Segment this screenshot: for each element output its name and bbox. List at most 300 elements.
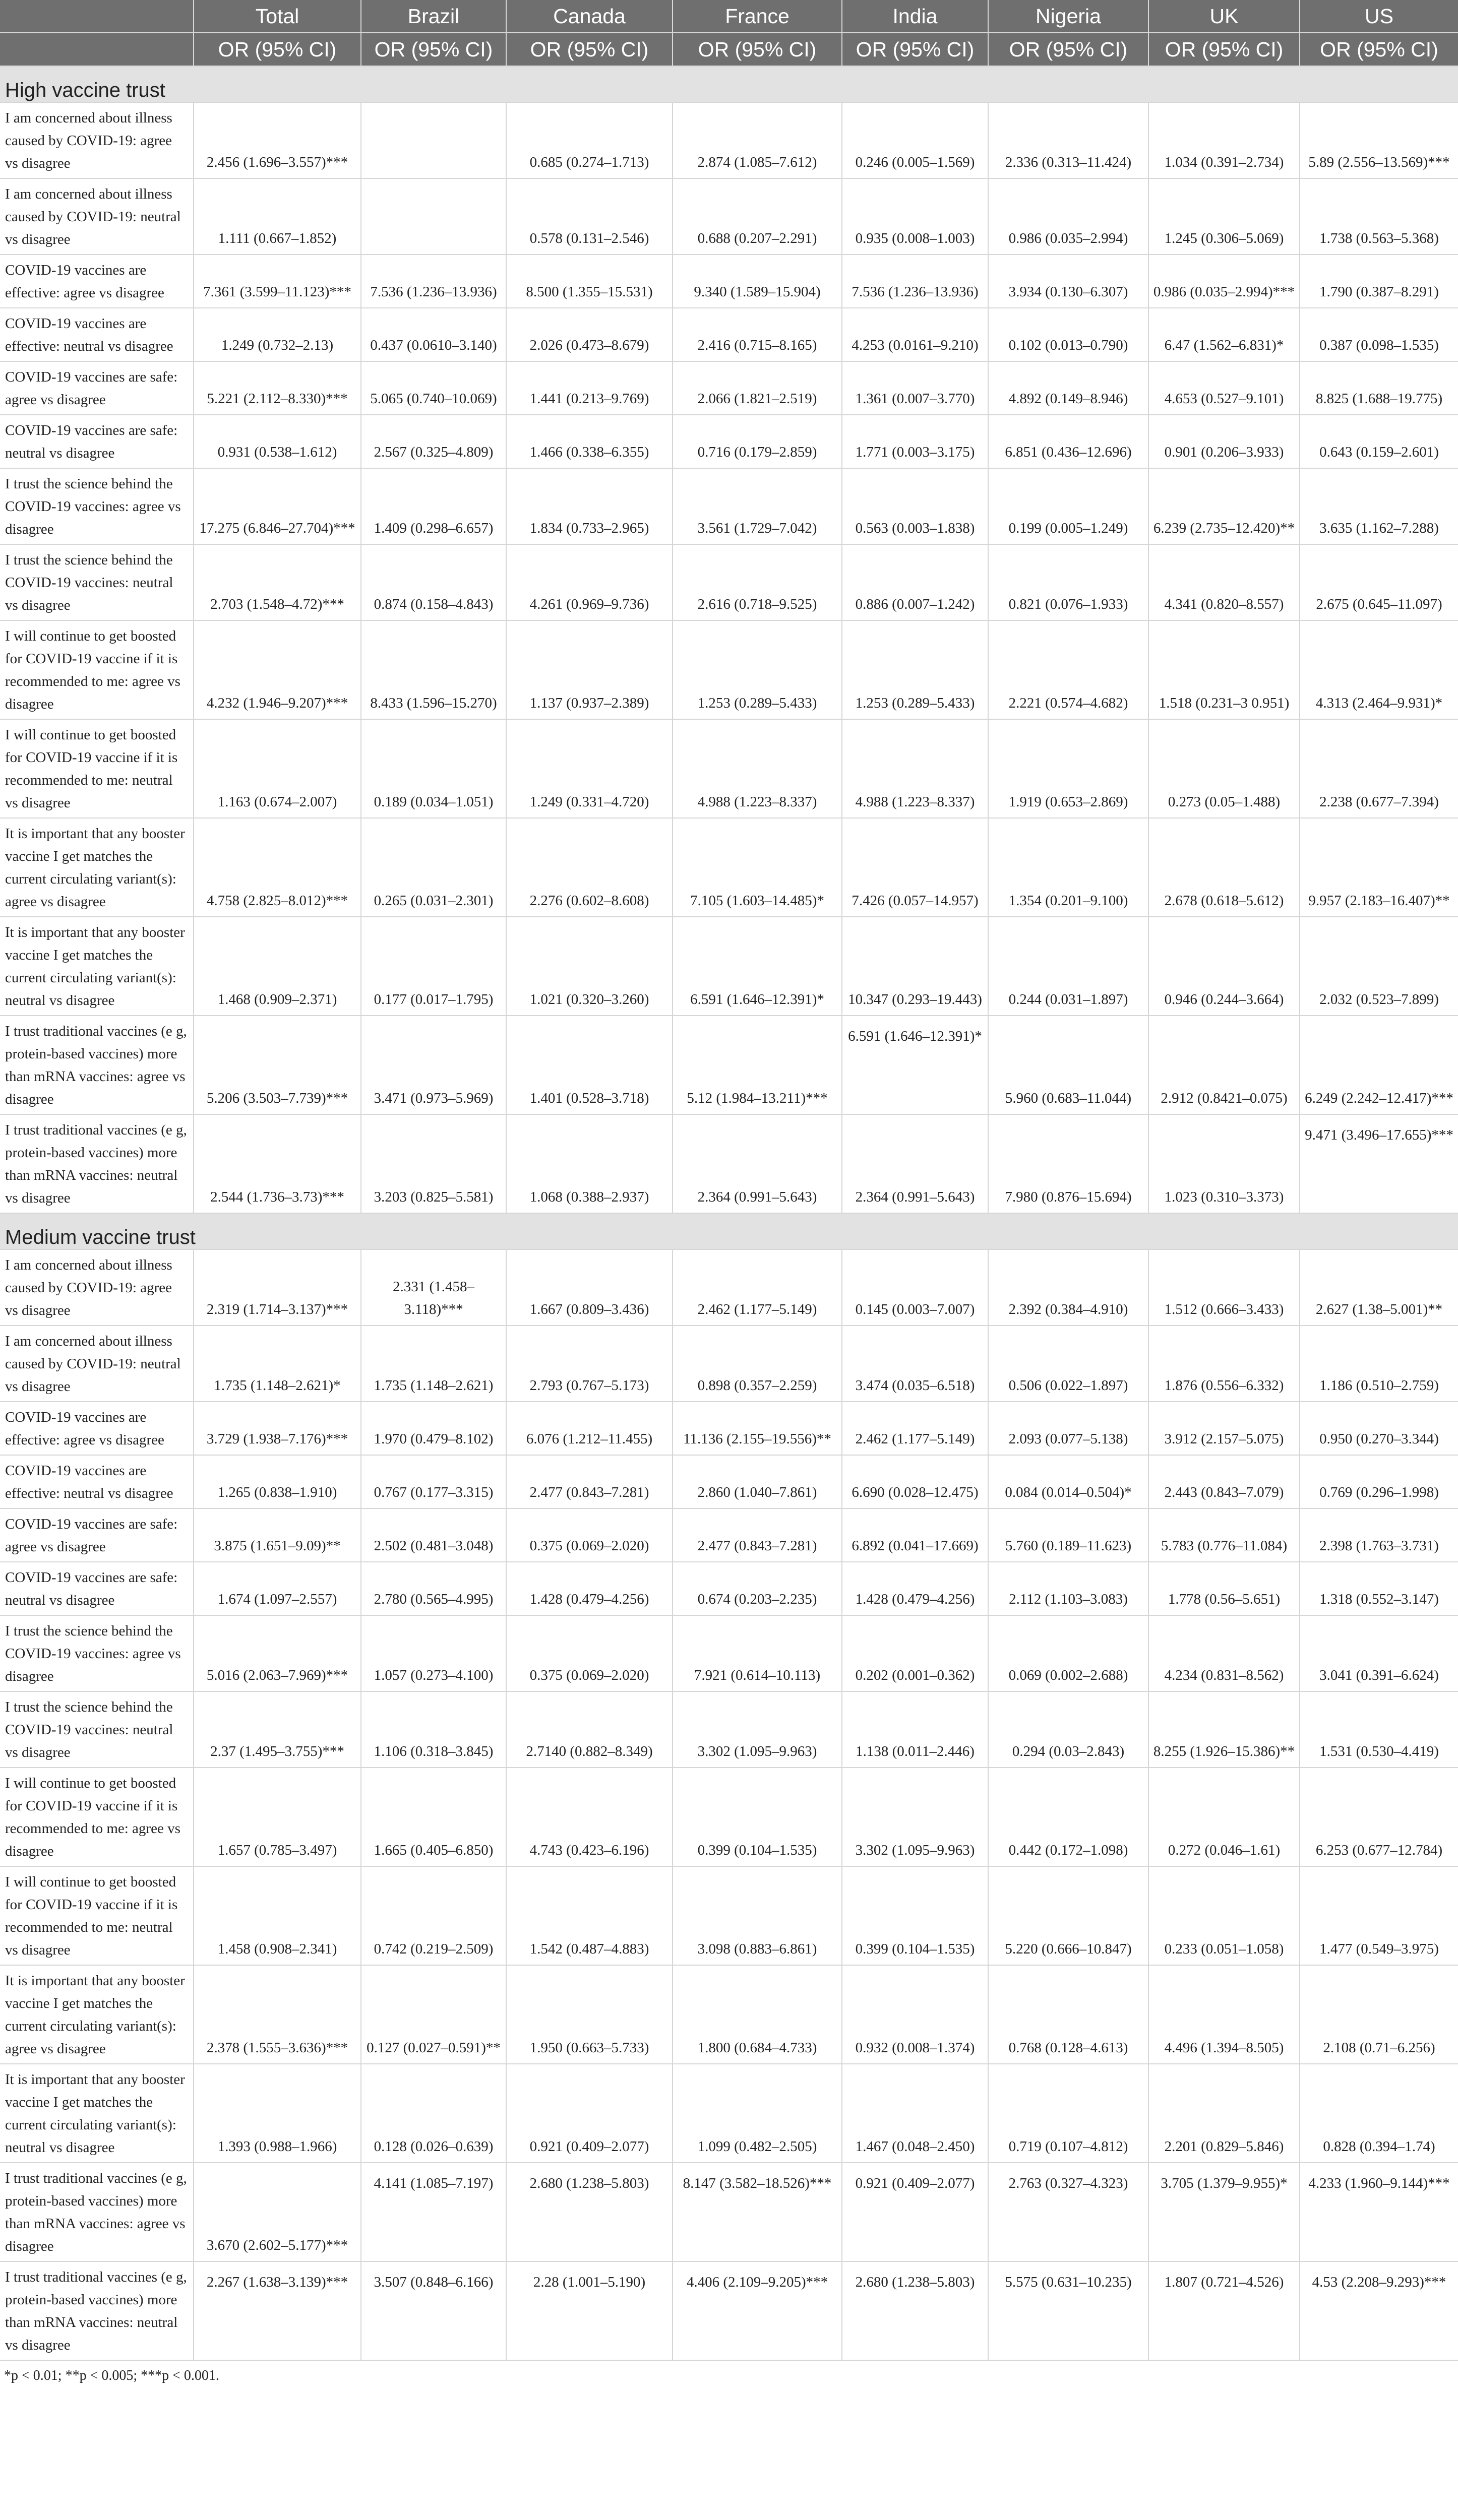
or-value-cell: 1.790 (0.387–8.291) xyxy=(1300,255,1458,308)
or-value-cell: 8.500 (1.355–15.531) xyxy=(506,255,673,308)
or-value-cell: 2.026 (0.473–8.679) xyxy=(506,308,673,361)
table-row xyxy=(0,102,1458,178)
or-value-cell: 2.276 (0.602–8.608) xyxy=(506,818,673,917)
or-value-cell: 2.703 (1.548–4.72)*** xyxy=(194,544,361,620)
or-value-cell: 1.401 (0.528–3.718) xyxy=(506,1016,673,1114)
row-label: COVID-19 vaccines are effective: agree vs disagree xyxy=(0,1402,194,1455)
or-value-cell: 0.246 (0.005–1.569) xyxy=(842,102,988,178)
or-value-cell: 1.771 (0.003–3.175) xyxy=(842,415,988,468)
or-value-cell: 5.206 (3.503–7.739)*** xyxy=(194,1016,361,1114)
or-value-cell: 2.392 (0.384–4.910) xyxy=(988,1249,1148,1326)
table-row xyxy=(0,544,1458,620)
or-value-cell: 1.428 (0.479–4.256) xyxy=(842,1562,988,1615)
table-header xyxy=(0,0,1458,66)
table-row xyxy=(0,1455,1458,1508)
or-value-cell: 1.428 (0.479–4.256) xyxy=(506,1562,673,1615)
row-label: I will continue to get boosted for COVID-19 vaccine if it is recommended to me: neutral vs disagree xyxy=(0,1866,194,1965)
or-value-cell: 2.331 (1.458–3.118)*** xyxy=(361,1249,506,1326)
or-value-cell: 1.249 (0.732–2.13) xyxy=(194,308,361,361)
or-value-cell: 0.828 (0.394–1.74) xyxy=(1300,2064,1458,2163)
or-value-cell: 0.375 (0.069–2.020) xyxy=(506,1508,673,1562)
table-row xyxy=(0,719,1458,818)
header-uk: UK xyxy=(1148,0,1300,33)
or-value-cell: 2.032 (0.523–7.899) xyxy=(1300,917,1458,1016)
or-value-cell: 0.688 (0.207–2.291) xyxy=(673,178,842,255)
or-value-cell: 2.267 (1.638–3.139)*** xyxy=(194,2261,361,2360)
or-value-cell: 2.780 (0.565–4.995) xyxy=(361,1562,506,1615)
or-value-cell: 3.203 (0.825–5.581) xyxy=(361,1114,506,1213)
or-value-cell: 2.201 (0.829–5.846) xyxy=(1148,2064,1300,2163)
header-sub-or: OR (95% CI) xyxy=(1300,33,1458,66)
table-row xyxy=(0,620,1458,719)
or-value-cell: 3.561 (1.729–7.042) xyxy=(673,468,842,544)
or-value-cell: 0.202 (0.001–0.362) xyxy=(842,1615,988,1691)
or-value-cell: 2.627 (1.38–5.001)** xyxy=(1300,1249,1458,1326)
row-label: I will continue to get boosted for COVID-19 vaccine if it is recommended to me: agree vs disagree xyxy=(0,1768,194,1866)
header-sub-or: OR (95% CI) xyxy=(842,33,988,66)
or-value-cell: 1.106 (0.318–3.845) xyxy=(361,1691,506,1768)
or-value-cell: 1.468 (0.909–2.371) xyxy=(194,917,361,1016)
or-value-cell: 4.743 (0.423–6.196) xyxy=(506,1768,673,1866)
table-row xyxy=(0,415,1458,468)
header-total: Total xyxy=(194,0,361,33)
or-value-cell: 5.221 (2.112–8.330)*** xyxy=(194,361,361,415)
or-value-cell: 1.361 (0.007–3.770) xyxy=(842,361,988,415)
or-value-cell: 4.53 (2.208–9.293)*** xyxy=(1300,2261,1458,2360)
or-value-cell: 2.567 (0.325–4.809) xyxy=(361,415,506,468)
or-value-cell: 1.512 (0.666–3.433) xyxy=(1148,1249,1300,1326)
header-us: US xyxy=(1300,0,1458,33)
or-value-cell: 9.957 (2.183–16.407)** xyxy=(1300,818,1458,917)
row-label: COVID-19 vaccines are effective: neutral vs disagree xyxy=(0,1455,194,1508)
or-value-cell: 7.361 (3.599–11.123)*** xyxy=(194,255,361,308)
or-value-cell: 1.919 (0.653–2.869) xyxy=(988,719,1148,818)
or-value-cell: 0.084 (0.014–0.504)* xyxy=(988,1455,1148,1508)
table-row xyxy=(0,178,1458,255)
or-value-cell: 6.591 (1.646–12.391)* xyxy=(842,1016,988,1114)
or-value-cell: 2.336 (0.313–11.424) xyxy=(988,102,1148,178)
or-value-cell: 1.466 (0.338–6.355) xyxy=(506,415,673,468)
or-value-cell: 0.189 (0.034–1.051) xyxy=(361,719,506,818)
or-value-cell: 4.653 (0.527–9.101) xyxy=(1148,361,1300,415)
or-value-cell: 0.932 (0.008–1.374) xyxy=(842,1965,988,2064)
or-value-cell: 1.735 (1.148–2.621) xyxy=(361,1326,506,1402)
or-value-cell: 2.860 (1.040–7.861) xyxy=(673,1455,842,1508)
row-label: I trust the science behind the COVID-19 vaccines: agree vs disagree xyxy=(0,468,194,544)
row-label: I am concerned about illness caused by COVID-19: neutral vs disagree xyxy=(0,178,194,255)
table-row xyxy=(0,2064,1458,2163)
or-value-cell: 2.378 (1.555–3.636)*** xyxy=(194,1965,361,2064)
or-value-cell: 6.253 (0.677–12.784) xyxy=(1300,1768,1458,1866)
or-value-cell: 1.458 (0.908–2.341) xyxy=(194,1866,361,1965)
or-value-cell: 5.783 (0.776–11.084) xyxy=(1148,1508,1300,1562)
or-value-cell: 2.221 (0.574–4.682) xyxy=(988,620,1148,719)
or-value-cell: 1.186 (0.510–2.759) xyxy=(1300,1326,1458,1402)
row-label: I trust the science behind the COVID-19 vaccines: neutral vs disagree xyxy=(0,1691,194,1768)
or-value-cell: 1.950 (0.663–5.733) xyxy=(506,1965,673,2064)
table-row xyxy=(0,1249,1458,1326)
or-value-cell: 0.506 (0.022–1.897) xyxy=(988,1326,1148,1402)
or-value-cell: 17.275 (6.846–27.704)*** xyxy=(194,468,361,544)
header-row-or xyxy=(0,33,1458,66)
or-value-cell: 0.874 (0.158–4.843) xyxy=(361,544,506,620)
or-value-cell: 0.901 (0.206–3.933) xyxy=(1148,415,1300,468)
or-value-cell: 0.387 (0.098–1.535) xyxy=(1300,308,1458,361)
row-label: I trust traditional vaccines (e g, protein-based vaccines) more than mRNA vaccines: agree vs disagree xyxy=(0,1016,194,1114)
or-value-cell: 0.769 (0.296–1.998) xyxy=(1300,1455,1458,1508)
or-value-cell: 0.931 (0.538–1.612) xyxy=(194,415,361,468)
or-value-cell: 1.518 (0.231–3 0.951) xyxy=(1148,620,1300,719)
or-value-cell: 2.675 (0.645–11.097) xyxy=(1300,544,1458,620)
or-value-cell: 5.89 (2.556–13.569)*** xyxy=(1300,102,1458,178)
or-value-cell: 5.12 (1.984–13.211)*** xyxy=(673,1016,842,1114)
or-value-cell: 0.768 (0.128–4.613) xyxy=(988,1965,1148,2064)
or-value-cell: 1.057 (0.273–4.100) xyxy=(361,1615,506,1691)
or-value-cell xyxy=(361,102,506,178)
or-value-cell: 2.544 (1.736–3.73)*** xyxy=(194,1114,361,1213)
or-value-cell: 0.563 (0.003–1.838) xyxy=(842,468,988,544)
or-value-cell: 3.098 (0.883–6.861) xyxy=(673,1866,842,1965)
table-row xyxy=(0,1508,1458,1562)
or-value-cell: 7.921 (0.614–10.113) xyxy=(673,1615,842,1691)
or-value-cell: 7.426 (0.057–14.957) xyxy=(842,818,988,917)
or-value-cell: 2.477 (0.843–7.281) xyxy=(673,1508,842,1562)
or-value-cell: 2.108 (0.71–6.256) xyxy=(1300,1965,1458,2064)
or-value-cell: 1.253 (0.289–5.433) xyxy=(842,620,988,719)
or-value-cell: 6.892 (0.041–17.669) xyxy=(842,1508,988,1562)
or-value-cell: 1.111 (0.667–1.852) xyxy=(194,178,361,255)
or-value-cell: 2.093 (0.077–5.138) xyxy=(988,1402,1148,1455)
table-row xyxy=(0,308,1458,361)
or-value-cell: 0.921 (0.409–2.077) xyxy=(842,2163,988,2261)
row-label: I trust traditional vaccines (e g, protein-based vaccines) more than mRNA vaccines: agree vs disagree xyxy=(0,2163,194,2261)
or-value-cell: 7.536 (1.236–13.936) xyxy=(361,255,506,308)
table-row xyxy=(0,1326,1458,1402)
or-value-cell: 2.616 (0.718–9.525) xyxy=(673,544,842,620)
header-sub-blank xyxy=(0,33,194,66)
or-value-cell: 0.128 (0.026–0.639) xyxy=(361,2064,506,2163)
or-value-cell: 1.657 (0.785–3.497) xyxy=(194,1768,361,1866)
or-value-cell: 4.141 (1.085–7.197) xyxy=(361,2163,506,2261)
table-row xyxy=(0,1768,1458,1866)
or-value-cell: 0.742 (0.219–2.509) xyxy=(361,1866,506,1965)
or-value-cell: 3.670 (2.602–5.177)*** xyxy=(194,2163,361,2261)
or-value-cell: 4.892 (0.149–8.946) xyxy=(988,361,1148,415)
table-row xyxy=(0,1965,1458,2064)
or-value-cell: 6.239 (2.735–12.420)** xyxy=(1148,468,1300,544)
or-value-cell xyxy=(361,178,506,255)
or-value-cell: 0.375 (0.069–2.020) xyxy=(506,1615,673,1691)
or-value-cell: 0.685 (0.274–1.713) xyxy=(506,102,673,178)
or-value-cell: 0.127 (0.027–0.591)** xyxy=(361,1965,506,2064)
row-label: I trust the science behind the COVID-19 vaccines: agree vs disagree xyxy=(0,1615,194,1691)
header-canada: Canada xyxy=(506,0,673,33)
table-row xyxy=(0,917,1458,1016)
or-value-cell: 4.232 (1.946–9.207)*** xyxy=(194,620,361,719)
header-sub-or: OR (95% CI) xyxy=(988,33,1148,66)
or-value-cell: 1.834 (0.733–2.965) xyxy=(506,468,673,544)
or-value-cell: 1.163 (0.674–2.007) xyxy=(194,719,361,818)
or-value-cell: 2.416 (0.715–8.165) xyxy=(673,308,842,361)
section-header xyxy=(0,66,1458,102)
or-value-cell: 4.406 (2.109–9.205)*** xyxy=(673,2261,842,2360)
or-value-cell: 0.767 (0.177–3.315) xyxy=(361,1455,506,1508)
table-row xyxy=(0,1866,1458,1965)
or-value-cell: 7.536 (1.236–13.936) xyxy=(842,255,988,308)
or-value-cell: 2.462 (1.177–5.149) xyxy=(842,1402,988,1455)
or-value-cell: 1.738 (0.563–5.368) xyxy=(1300,178,1458,255)
or-value-cell: 1.354 (0.201–9.100) xyxy=(988,818,1148,917)
or-value-cell: 0.935 (0.008–1.003) xyxy=(842,178,988,255)
or-value-cell: 2.763 (0.327–4.323) xyxy=(988,2163,1148,2261)
or-value-cell: 1.531 (0.530–4.419) xyxy=(1300,1691,1458,1768)
or-value-cell: 1.807 (0.721–4.526) xyxy=(1148,2261,1300,2360)
or-value-cell: 5.575 (0.631–10.235) xyxy=(988,2261,1148,2360)
or-value-cell: 3.302 (1.095–9.963) xyxy=(842,1768,988,1866)
row-label: COVID-19 vaccines are safe: neutral vs disagree xyxy=(0,415,194,468)
table-row xyxy=(0,1114,1458,1213)
or-value-cell: 9.340 (1.589–15.904) xyxy=(673,255,842,308)
header-sub-or: OR (95% CI) xyxy=(361,33,506,66)
header-sub-or: OR (95% CI) xyxy=(194,33,361,66)
table-footnote: *p < 0.01; **p < 0.005; ***p < 0.001. xyxy=(4,2368,219,2383)
or-value-cell: 3.041 (0.391–6.624) xyxy=(1300,1615,1458,1691)
or-value-cell: 6.249 (2.242–12.417)*** xyxy=(1300,1016,1458,1114)
or-value-cell: 3.875 (1.651–9.09)** xyxy=(194,1508,361,1562)
or-value-cell: 1.318 (0.552–3.147) xyxy=(1300,1562,1458,1615)
or-value-cell: 0.272 (0.046–1.61) xyxy=(1148,1768,1300,1866)
section-header xyxy=(0,1213,1458,1249)
or-value-cell: 0.950 (0.270–3.344) xyxy=(1300,1402,1458,1455)
table-row xyxy=(0,818,1458,917)
or-value-cell: 7.105 (1.603–14.485)* xyxy=(673,818,842,917)
or-value-cell: 2.112 (1.103–3.083) xyxy=(988,1562,1148,1615)
header-india: India xyxy=(842,0,988,33)
or-value-cell: 0.069 (0.002–2.688) xyxy=(988,1615,1148,1691)
or-value-cell: 1.674 (1.097–2.557) xyxy=(194,1562,361,1615)
or-value-cell: 2.443 (0.843–7.079) xyxy=(1148,1455,1300,1508)
or-value-cell: 2.680 (1.238–5.803) xyxy=(842,2261,988,2360)
row-label: I am concerned about illness caused by COVID-19: agree vs disagree xyxy=(0,102,194,178)
or-value-cell: 0.578 (0.131–2.546) xyxy=(506,178,673,255)
or-value-cell: 2.912 (0.8421–0.075) xyxy=(1148,1016,1300,1114)
or-value-cell: 6.076 (1.212–11.455) xyxy=(506,1402,673,1455)
or-value-cell: 4.758 (2.825–8.012)*** xyxy=(194,818,361,917)
or-value-cell: 4.234 (0.831–8.562) xyxy=(1148,1615,1300,1691)
or-value-cell: 2.066 (1.821–2.519) xyxy=(673,361,842,415)
or-value-cell: 1.245 (0.306–5.069) xyxy=(1148,178,1300,255)
row-label: I trust traditional vaccines (e g, protein-based vaccines) more than mRNA vaccines: neutral vs disagree xyxy=(0,2261,194,2360)
table-row xyxy=(0,1691,1458,1768)
row-label: I trust traditional vaccines (e g, protein-based vaccines) more than mRNA vaccines: neutral vs disagree xyxy=(0,1114,194,1213)
or-value-cell: 0.442 (0.172–1.098) xyxy=(988,1768,1148,1866)
or-value-cell: 0.643 (0.159–2.601) xyxy=(1300,415,1458,468)
or-value-cell: 5.065 (0.740–10.069) xyxy=(361,361,506,415)
row-label: It is important that any booster vaccine I get matches the current circulating variant(s): neutral vs disagree xyxy=(0,917,194,1016)
or-value-cell: 1.667 (0.809–3.436) xyxy=(506,1249,673,1326)
row-label: It is important that any booster vaccine I get matches the current circulating variant(s): agree vs disagree xyxy=(0,818,194,917)
row-label: I am concerned about illness caused by COVID-19: neutral vs disagree xyxy=(0,1326,194,1402)
row-label: It is important that any booster vaccine I get matches the current circulating variant(s): neutral vs disagree xyxy=(0,2064,194,2163)
table-row xyxy=(0,1562,1458,1615)
table-row xyxy=(0,468,1458,544)
or-value-cell: 2.456 (1.696–3.557)*** xyxy=(194,102,361,178)
header-cell-blank xyxy=(0,0,194,33)
or-value-cell: 7.980 (0.876–15.694) xyxy=(988,1114,1148,1213)
or-value-cell: 1.249 (0.331–4.720) xyxy=(506,719,673,818)
or-value-cell: 2.678 (0.618–5.612) xyxy=(1148,818,1300,917)
or-value-cell: 9.471 (3.496–17.655)*** xyxy=(1300,1114,1458,1213)
or-value-cell: 6.47 (1.562–6.831)* xyxy=(1148,308,1300,361)
or-value-cell: 8.825 (1.688–19.775) xyxy=(1300,361,1458,415)
table-row xyxy=(0,255,1458,308)
or-value-cell: 2.874 (1.085–7.612) xyxy=(673,102,842,178)
header-row-countries xyxy=(0,0,1458,33)
or-value-cell: 5.220 (0.666–10.847) xyxy=(988,1866,1148,1965)
header-sub-or: OR (95% CI) xyxy=(1148,33,1300,66)
or-value-cell: 2.37 (1.495–3.755)*** xyxy=(194,1691,361,1768)
or-value-cell: 0.233 (0.051–1.058) xyxy=(1148,1866,1300,1965)
or-value-cell: 2.680 (1.238–5.803) xyxy=(506,2163,673,2261)
or-value-cell: 3.912 (2.157–5.075) xyxy=(1148,1402,1300,1455)
header-france: France xyxy=(673,0,842,33)
header-sub-or: OR (95% CI) xyxy=(673,33,842,66)
or-value-cell: 3.474 (0.035–6.518) xyxy=(842,1326,988,1402)
row-label: COVID-19 vaccines are effective: agree vs disagree xyxy=(0,255,194,308)
or-value-cell: 4.988 (1.223–8.337) xyxy=(842,719,988,818)
row-label: COVID-19 vaccines are safe: agree vs disagree xyxy=(0,361,194,415)
table-row xyxy=(0,1615,1458,1691)
or-value-cell: 2.398 (1.763–3.731) xyxy=(1300,1508,1458,1562)
or-value-cell: 0.102 (0.013–0.790) xyxy=(988,308,1148,361)
or-value-cell: 0.145 (0.003–7.007) xyxy=(842,1249,988,1326)
or-value-cell: 2.28 (1.001–5.190) xyxy=(506,2261,673,2360)
or-value-cell: 1.970 (0.479–8.102) xyxy=(361,1402,506,1455)
or-value-cell: 1.542 (0.487–4.883) xyxy=(506,1866,673,1965)
or-value-cell: 2.462 (1.177–5.149) xyxy=(673,1249,842,1326)
or-value-cell: 0.177 (0.017–1.795) xyxy=(361,917,506,1016)
table-row xyxy=(0,2163,1458,2261)
section-title: High vaccine trust xyxy=(0,66,1458,102)
or-value-cell: 3.635 (1.162–7.288) xyxy=(1300,468,1458,544)
or-value-cell: 6.591 (1.646–12.391)* xyxy=(673,917,842,1016)
or-value-cell: 0.273 (0.05–1.488) xyxy=(1148,719,1300,818)
or-value-cell: 4.496 (1.394–8.505) xyxy=(1148,1965,1300,2064)
table-row xyxy=(0,1016,1458,1114)
header-sub-or: OR (95% CI) xyxy=(506,33,673,66)
or-value-cell: 5.016 (2.063–7.969)*** xyxy=(194,1615,361,1691)
or-value-cell: 1.137 (0.937–2.389) xyxy=(506,620,673,719)
or-value-cell: 3.507 (0.848–6.166) xyxy=(361,2261,506,2360)
header-nigeria: Nigeria xyxy=(988,0,1148,33)
or-value-cell: 0.719 (0.107–4.812) xyxy=(988,2064,1148,2163)
row-label: COVID-19 vaccines are effective: neutral vs disagree xyxy=(0,308,194,361)
or-value-cell: 0.199 (0.005–1.249) xyxy=(988,468,1148,544)
row-label: COVID-19 vaccines are safe: agree vs disagree xyxy=(0,1508,194,1562)
or-value-cell: 1.021 (0.320–3.260) xyxy=(506,917,673,1016)
or-value-cell: 2.319 (1.714–3.137)*** xyxy=(194,1249,361,1326)
table-row xyxy=(0,361,1458,415)
or-value-cell: 5.960 (0.683–11.044) xyxy=(988,1016,1148,1114)
row-label: COVID-19 vaccines are safe: neutral vs disagree xyxy=(0,1562,194,1615)
or-value-cell: 4.341 (0.820–8.557) xyxy=(1148,544,1300,620)
or-value-cell: 1.441 (0.213–9.769) xyxy=(506,361,673,415)
or-value-cell: 0.244 (0.031–1.897) xyxy=(988,917,1148,1016)
or-value-cell: 3.302 (1.095–9.963) xyxy=(673,1691,842,1768)
or-value-cell: 3.729 (1.938–7.176)*** xyxy=(194,1402,361,1455)
or-value-cell: 3.471 (0.973–5.969) xyxy=(361,1016,506,1114)
or-value-cell: 0.674 (0.203–2.235) xyxy=(673,1562,842,1615)
or-value-cell: 1.265 (0.838–1.910) xyxy=(194,1455,361,1508)
or-value-cell: 2.364 (0.991–5.643) xyxy=(673,1114,842,1213)
table-row xyxy=(0,1402,1458,1455)
or-value-cell: 1.023 (0.310–3.373) xyxy=(1148,1114,1300,1213)
or-value-cell: 5.760 (0.189–11.623) xyxy=(988,1508,1148,1562)
or-value-cell: 4.988 (1.223–8.337) xyxy=(673,719,842,818)
table-row xyxy=(0,2261,1458,2360)
or-value-cell: 1.409 (0.298–6.657) xyxy=(361,468,506,544)
or-value-cell: 0.265 (0.031–2.301) xyxy=(361,818,506,917)
row-label: It is important that any booster vaccine I get matches the current circulating variant(s): agree vs disagree xyxy=(0,1965,194,2064)
or-value-cell: 3.705 (1.379–9.955)* xyxy=(1148,2163,1300,2261)
or-value-cell: 0.921 (0.409–2.077) xyxy=(506,2064,673,2163)
or-value-cell: 1.099 (0.482–2.505) xyxy=(673,2064,842,2163)
row-label: I will continue to get boosted for COVID-19 vaccine if it is recommended to me: agree vs disagree xyxy=(0,620,194,719)
or-value-cell: 1.138 (0.011–2.446) xyxy=(842,1691,988,1768)
or-value-cell: 10.347 (0.293–19.443) xyxy=(842,917,988,1016)
or-value-cell: 0.886 (0.007–1.242) xyxy=(842,544,988,620)
or-value-cell: 1.876 (0.556–6.332) xyxy=(1148,1326,1300,1402)
or-value-cell: 2.793 (0.767–5.173) xyxy=(506,1326,673,1402)
or-value-cell: 0.716 (0.179–2.859) xyxy=(673,415,842,468)
or-value-cell: 0.821 (0.076–1.933) xyxy=(988,544,1148,620)
or-value-cell: 6.690 (0.028–12.475) xyxy=(842,1455,988,1508)
or-value-cell: 4.233 (1.960–9.144)*** xyxy=(1300,2163,1458,2261)
or-value-cell: 0.437 (0.0610–3.140) xyxy=(361,308,506,361)
or-value-cell: 2.364 (0.991–5.643) xyxy=(842,1114,988,1213)
or-value-cell: 8.147 (3.582–18.526)*** xyxy=(673,2163,842,2261)
or-value-cell: 1.034 (0.391–2.734) xyxy=(1148,102,1300,178)
row-label: I trust the science behind the COVID-19 vaccines: neutral vs disagree xyxy=(0,544,194,620)
or-value-cell: 0.294 (0.03–2.843) xyxy=(988,1691,1148,1768)
row-label: I am concerned about illness caused by COVID-19: agree vs disagree xyxy=(0,1249,194,1326)
or-value-cell: 4.261 (0.969–9.736) xyxy=(506,544,673,620)
row-label: I will continue to get boosted for COVID-19 vaccine if it is recommended to me: neutral vs disagree xyxy=(0,719,194,818)
or-value-cell: 0.399 (0.104–1.535) xyxy=(842,1866,988,1965)
or-value-cell: 0.946 (0.244–3.664) xyxy=(1148,917,1300,1016)
or-value-cell: 1.477 (0.549–3.975) xyxy=(1300,1866,1458,1965)
or-value-cell: 1.778 (0.56–5.651) xyxy=(1148,1562,1300,1615)
or-value-cell: 1.068 (0.388–2.937) xyxy=(506,1114,673,1213)
table-body xyxy=(0,66,1458,2360)
or-value-cell: 3.934 (0.130–6.307) xyxy=(988,255,1148,308)
or-value-cell: 0.986 (0.035–2.994)*** xyxy=(1148,255,1300,308)
or-value-cell: 6.851 (0.436–12.696) xyxy=(988,415,1148,468)
or-value-cell: 1.253 (0.289–5.433) xyxy=(673,620,842,719)
or-value-cell: 1.800 (0.684–4.733) xyxy=(673,1965,842,2064)
or-value-cell: 1.735 (1.148–2.621)* xyxy=(194,1326,361,1402)
or-value-cell: 11.136 (2.155–19.556)** xyxy=(673,1402,842,1455)
or-value-cell: 1.467 (0.048–2.450) xyxy=(842,2064,988,2163)
or-value-cell: 8.433 (1.596–15.270) xyxy=(361,620,506,719)
or-value-cell: 8.255 (1.926–15.386)** xyxy=(1148,1691,1300,1768)
or-value-cell: 0.399 (0.104–1.535) xyxy=(673,1768,842,1866)
or-value-cell: 2.502 (0.481–3.048) xyxy=(361,1508,506,1562)
or-value-cell: 4.313 (2.464–9.931)* xyxy=(1300,620,1458,719)
or-value-cell: 1.665 (0.405–6.850) xyxy=(361,1768,506,1866)
section-title: Medium vaccine trust xyxy=(0,1213,1458,1249)
or-value-cell: 2.238 (0.677–7.394) xyxy=(1300,719,1458,818)
